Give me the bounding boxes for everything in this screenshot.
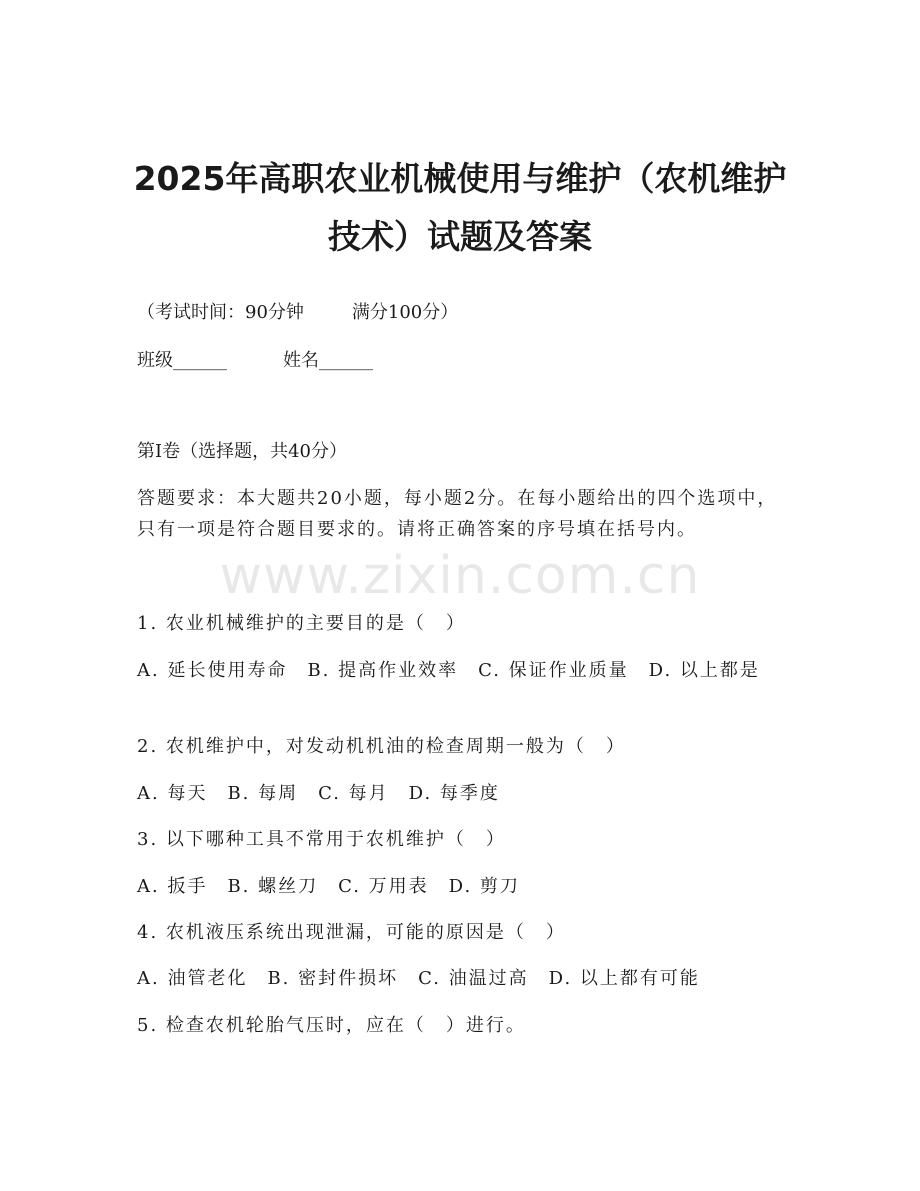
section-title: 第I卷（选择题，共40分） [137, 441, 348, 462]
title-line-1: 2025年高职农业机械使用与维护（农机维护 [133, 159, 787, 198]
question-2-stem: 2. 农机维护中，对发动机机油的检查周期一般为（ ） [137, 736, 626, 757]
exam-time: （考试时间：90分钟 [137, 302, 304, 323]
question-5-stem: 5. 检查农机轮胎气压时，应在（ ）进行。 [137, 1015, 526, 1036]
exam-info [137, 298, 797, 328]
name-field: 姓名______ [283, 350, 373, 371]
document-title [80, 150, 840, 266]
question-3-stem: 3. 以下哪种工具不常用于农机维护（ ） [137, 829, 506, 850]
question-2-options: A. 每天 B. 每周 C. 每月 D. 每季度 [137, 783, 500, 804]
question-4-stem: 4. 农机液压系统出现泄漏，可能的原因是（ ） [137, 922, 566, 943]
class-field: 班级______ [137, 350, 227, 371]
full-score: 满分100分） [351, 302, 459, 323]
question-1-stem: 1. 农业机械维护的主要目的是（ ） [137, 613, 466, 634]
question-4-options: A. 油管老化 B. 密封件损坏 C. 油温过高 D. 以上都有可能 [137, 968, 700, 989]
question-3-options: A. 扳手 B. 螺丝刀 C. 万用表 D. 剪刀 [137, 876, 520, 897]
title-line-2: 技术）试题及答案 [328, 217, 592, 256]
question-1-options: A. 延长使用寿命 B. 提高作业效率 C. 保证作业质量 D. 以上都是 [137, 660, 760, 681]
instructions: 答题要求：本大题共20小题，每小题2分。在每小题给出的四个选项中，只有一项是符合题目要求的。请将正确答案的序号填在括号内。 [137, 488, 778, 540]
watermark: www.zixin.com.cn [219, 546, 701, 606]
student-info [137, 346, 797, 376]
